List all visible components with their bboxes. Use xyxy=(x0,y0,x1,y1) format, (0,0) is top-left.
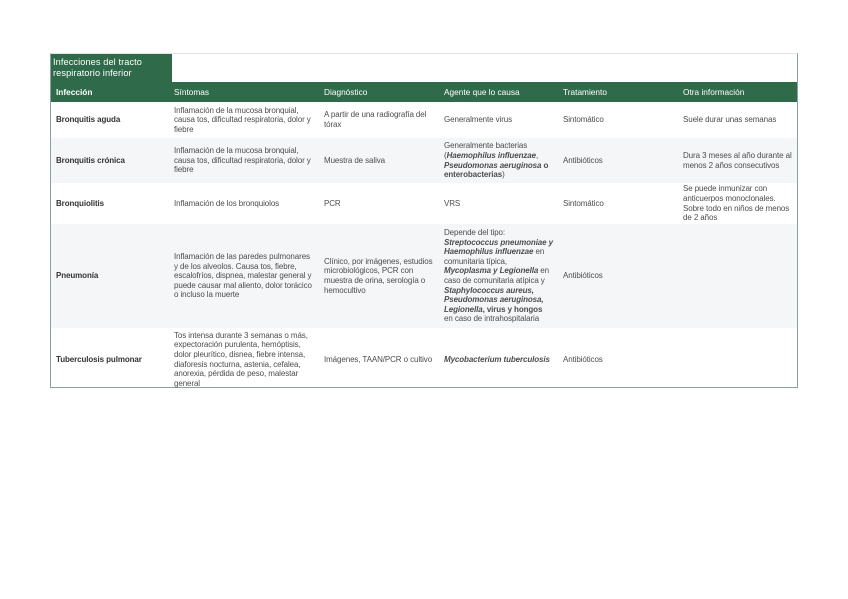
table-caption: Infecciones del tracto respiratorio inferior xyxy=(51,54,172,82)
cell-sintomas: Inflamación de la mucosa bronquial, causa tos, dificultad respiratoria, dolor y fiebre xyxy=(174,105,311,134)
infection-table-sheet xyxy=(50,53,798,388)
cell-sintomas: Inflamación de la mucosa bronquial, causa tos, dificultad respiratoria, dolor y fiebre xyxy=(169,138,319,183)
agente-organism: Mycoplasma y Legionella xyxy=(444,266,539,276)
cell-infeccion: Bronquiolitis xyxy=(56,198,105,208)
cell-otra: Suele durar unas semanas xyxy=(683,115,777,125)
agente-text: o xyxy=(541,160,549,170)
cell-agente: Generalmente virus xyxy=(444,115,513,125)
agente-text: ) xyxy=(502,170,505,180)
table-row xyxy=(51,183,797,224)
cell-tratamiento: Antibióticos xyxy=(558,138,678,183)
cell-tratamiento: Antibióticos xyxy=(563,354,603,364)
cell-tratamiento: Antibióticos xyxy=(558,224,678,328)
agente-text: en caso de intrahospitalaria xyxy=(444,314,540,324)
header-sintomas: Síntomas xyxy=(169,82,319,102)
header-tratamiento: Tratamiento xyxy=(558,82,678,102)
cell-agente xyxy=(439,138,558,183)
header-agente: Agente que lo causa xyxy=(439,82,558,102)
cell-infeccion: Bronquitis aguda xyxy=(56,115,121,125)
caption-row xyxy=(51,54,797,82)
agente-organism: Streptococcus pneumoniae y Haemophilus influenzae xyxy=(444,237,553,257)
cell-diagnostico: A partir de una radiografía del tórax xyxy=(324,110,427,129)
cell-sintomas: Inflamación de las paredes pulmonares y de los alveolos. Causa tos, fiebre, escalofríos, dispnea, malestar general y puede causar mal aliento, dolor torácico o incluso la muerte xyxy=(169,224,319,328)
cell-agente: VRS xyxy=(444,198,461,208)
header-row xyxy=(51,82,797,102)
header-diagnostico: Diagnóstico xyxy=(319,82,439,102)
table-row xyxy=(51,224,797,328)
cell-diagnostico: Muestra de saliva xyxy=(319,138,439,183)
agente-text: Generalmente bacterias ( xyxy=(444,141,528,160)
cell-tratamiento: Sintomático xyxy=(563,198,604,208)
agente-text: en comunitaria típica, xyxy=(444,247,545,266)
agente-organism: Haemophilus influenzae xyxy=(446,150,536,160)
agente-text: Depende del tipo: xyxy=(444,228,506,238)
cell-agente xyxy=(439,224,558,328)
infection-table xyxy=(51,82,797,391)
agente-text: , virus y hongos xyxy=(482,304,543,314)
cell-diagnostico: Clínico, por imágenes, estudios microbiológicos, PCR con muestra de orina, serología o hemocultivo xyxy=(319,224,439,328)
cell-agente: Mycobacterium tuberculosis xyxy=(444,354,550,364)
table-row xyxy=(51,138,797,183)
agente-organism: Pseudomonas aeruginosa xyxy=(444,160,542,170)
header-otra: Otra información xyxy=(678,82,797,102)
cell-sintomas: Tos intensa durante 3 semanas o más, expectoración purulenta, hemóptisis, dolor pleurítico, disnea, fiebre intensa, diaforesis nocturna, astenia, cefalea, anorexia, pérdida de peso, malestar general xyxy=(174,330,308,388)
cell-diagnostico: Imágenes, TAAN/PCR o cultivo xyxy=(324,354,433,364)
table-row xyxy=(51,102,797,138)
cell-sintomas: Inflamación de los bronquiolos xyxy=(174,198,280,208)
cell-diagnostico: PCR xyxy=(324,198,341,208)
cell-otra: Dura 3 meses al año durante al menos 2 años consecutivos xyxy=(678,138,797,183)
header-infeccion: Infección xyxy=(51,82,169,102)
cell-infeccion: Tuberculosis pulmonar xyxy=(56,354,142,364)
cell-tratamiento: Sintomático xyxy=(563,115,604,125)
agente-organism: enterobacterias xyxy=(444,170,503,180)
agente-organism: Staphylococcus aureus, Pseudomonas aeruginosa, Legionella xyxy=(444,285,544,314)
cell-otra xyxy=(678,328,797,391)
agente-text: en caso de comunitaria atípica y xyxy=(444,266,550,285)
cell-otra: Se puede inmunizar con anticuerpos monoclonales. Sobre todo en niños de menos de 2 años xyxy=(683,184,790,223)
cell-infeccion: Pneumonía xyxy=(51,224,169,328)
table-row xyxy=(51,328,797,391)
cell-otra xyxy=(678,224,797,328)
cell-infeccion: Bronquitis crónica xyxy=(51,138,169,183)
agente-text: , xyxy=(535,150,539,160)
